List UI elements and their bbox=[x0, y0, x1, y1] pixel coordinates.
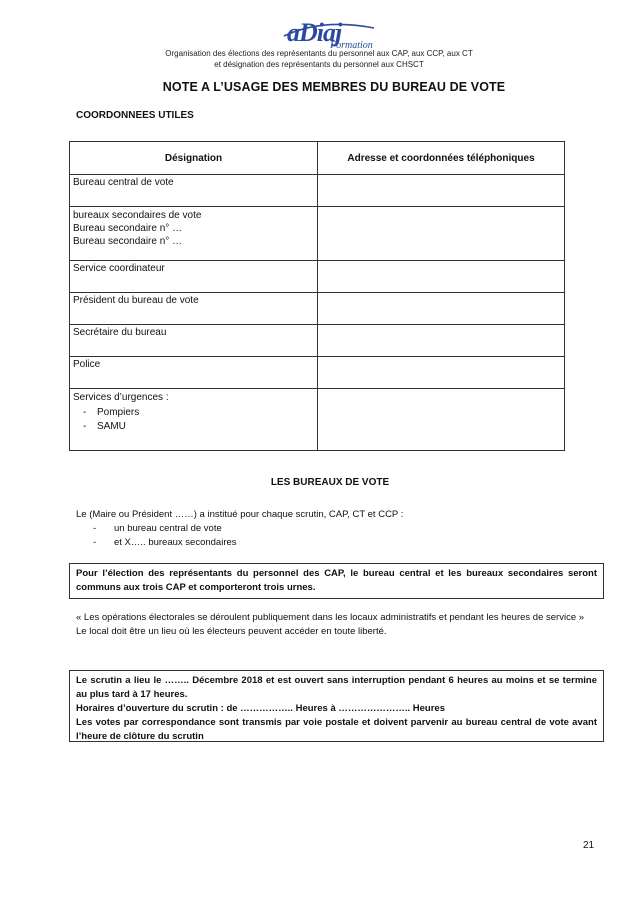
cell-adresse bbox=[318, 175, 565, 207]
column-header-adresse: Adresse et coordonnées téléphoniques bbox=[318, 142, 565, 175]
header-line-1: Organisation des élections des représentants du personnel aux CAP, aux CCP, aux CT bbox=[165, 49, 473, 58]
page-number: 21 bbox=[583, 840, 595, 851]
notice-box-cap: Pour l’élection des représentants du personnel des CAP, le bureau central et les bureaux secondaires seront communs aux trois CAP et comporteront trois urnes. bbox=[69, 563, 604, 599]
logo-word: aDiaj bbox=[287, 18, 342, 47]
cell-designation: Service coordinateur bbox=[70, 261, 318, 293]
cell-adresse bbox=[318, 357, 565, 389]
paragraph-operations bbox=[76, 611, 606, 639]
cell-designation: Police bbox=[70, 357, 318, 389]
cell-adresse bbox=[318, 261, 565, 293]
cell-line: Bureau secondaire n° … bbox=[73, 223, 183, 234]
scrutin-hours-line: Horaires d’ouverture du scrutin : de …………….. Heures à ………………….. Heures bbox=[76, 703, 445, 714]
notice-box-scrutin bbox=[69, 670, 604, 742]
section-title-bureaux: LES BUREAUX DE VOTE bbox=[270, 477, 390, 488]
paragraph-institution: Le (Maire ou Président ……) a institué pour chaque scrutin, CAP, CT et CCP : bbox=[76, 509, 404, 520]
list-item: - SAMU bbox=[97, 420, 314, 434]
paragraph-line: Le local doit être un lieu où les électeurs peuvent accéder en toute liberté. bbox=[76, 626, 387, 637]
section-title-coordonnees: COORDONNEES UTILES bbox=[76, 110, 194, 121]
cell-designation: Bureau central de vote bbox=[70, 175, 318, 207]
cell-adresse bbox=[318, 293, 565, 325]
header-line-2: et désignation des représentants du personnel aux CHSCT bbox=[214, 60, 424, 69]
logo bbox=[282, 20, 382, 50]
scrutin-date-line: Le scrutin a lieu le …….. Décembre 2018 et est ouvert sans interruption pendant 6 heures au moins et se termine au plus tard à 17 heures. bbox=[76, 675, 597, 700]
cell-designation: Président du bureau de vote bbox=[70, 293, 318, 325]
table-row bbox=[70, 175, 565, 207]
scrutin-correspondance-line: Les votes par correspondance sont transmis par voie postale et doivent parvenir au bureau central de vote avant l’heure de clôture du scrutin bbox=[76, 717, 597, 742]
contacts-table bbox=[69, 141, 565, 451]
cell-designation bbox=[70, 389, 318, 451]
cell-adresse bbox=[318, 325, 565, 357]
bureaux-list bbox=[93, 522, 237, 550]
list-item: - Pompiers bbox=[97, 406, 314, 420]
cell-designation bbox=[70, 207, 318, 261]
table-row bbox=[70, 261, 565, 293]
logo-sub: Formation bbox=[330, 40, 373, 51]
cell-line: Services d’urgences : bbox=[73, 392, 169, 403]
table-row bbox=[70, 389, 565, 451]
cell-adresse bbox=[318, 389, 565, 451]
table-row bbox=[70, 325, 565, 357]
column-header-designation: Désignation bbox=[70, 142, 318, 175]
page-title: NOTE A L’USAGE DES MEMBRES DU BUREAU DE VOTE bbox=[162, 80, 506, 94]
table-row bbox=[70, 357, 565, 389]
cell-line: bureaux secondaires de vote bbox=[73, 210, 202, 221]
list-item: - un bureau central de vote bbox=[93, 522, 237, 536]
table-row bbox=[70, 207, 565, 261]
table-row bbox=[70, 293, 565, 325]
table-header-row bbox=[70, 142, 565, 175]
list-item: - et X….. bureaux secondaires bbox=[93, 536, 237, 550]
paragraph-line: « Les opérations électorales se déroulent publiquement dans les locaux administratifs et pendant les heures de service » bbox=[76, 612, 585, 623]
cell-adresse bbox=[318, 207, 565, 261]
cell-designation: Secrétaire du bureau bbox=[70, 325, 318, 357]
cell-line: Bureau secondaire n° … bbox=[73, 236, 183, 247]
urgences-list bbox=[73, 406, 314, 434]
